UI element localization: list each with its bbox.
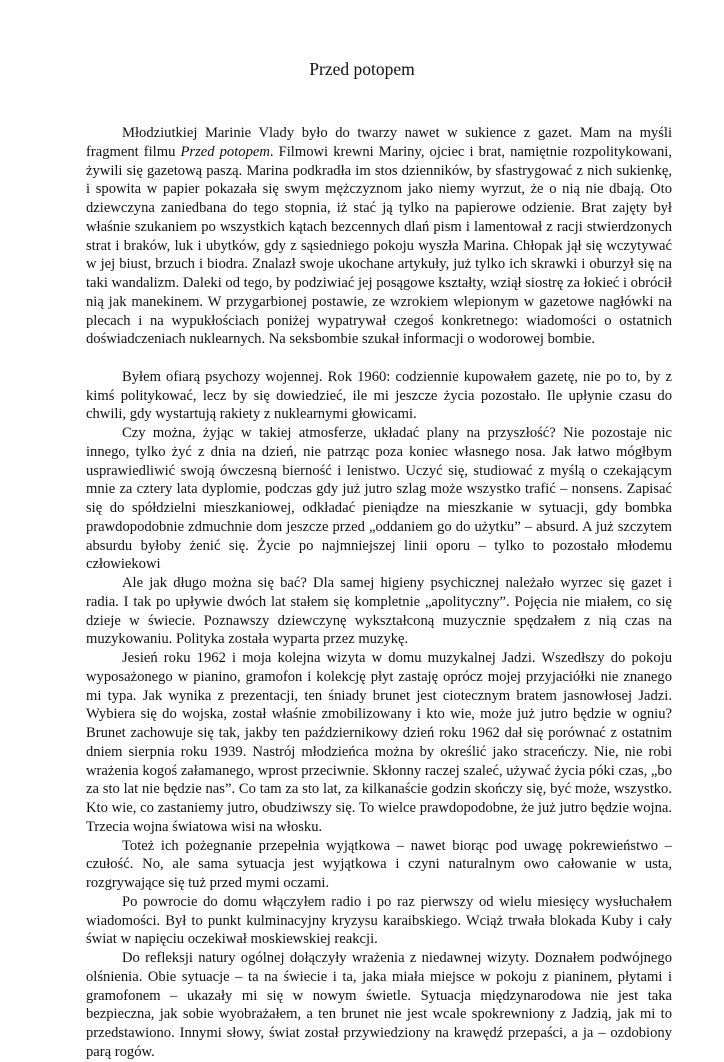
body-paragraph <box>86 368 672 424</box>
body-paragraph <box>86 124 672 349</box>
paragraph-text: Do refleksji natury ogólnej dołączyły wrażenia z niedawnej wizyty. Doznałem podwójnego olśnienia. Obie sytuacje – ta na świecie i ta, jaka miała miejsce w pokoju z pianinem, płytami i gramofonem – ukazały mi się w nowym świetle. Sytuacja międzynarodowa nie jest taka bezpieczna, jak sobie wyobrażałem, a ten brunet nie jest wcale spokrewniony z Jadzią, jak mi to przedstawiono. Innymi słowy, świat został przywiedziony na krawędź przepaści, a ja – ozdobiony parą rogów. <box>86 950 672 1060</box>
body-paragraph <box>86 574 672 649</box>
document-body <box>86 124 672 1062</box>
italic-title-text: Przed potopem <box>180 143 270 160</box>
body-paragraph <box>86 837 672 893</box>
body-paragraph <box>86 649 672 837</box>
body-paragraph <box>86 949 672 1062</box>
body-paragraph <box>86 424 672 574</box>
paragraph-text: Młodziutkiej Marinie Vlady było do twarzy nawet w sukience z gazet. Mam na myśli fragment filmu <box>86 125 672 160</box>
paragraph-text: Byłem ofiarą psychozy wojennej. Rok 1960: codziennie kupowałem gazetę, nie po to, by z kimś politykować, lecz by się dowiedzieć, ile mi jeszcze życia pozostało. Ile upłynie czasu do chwili, gdy wystartują rakiety z nuklearnymi głowicami. <box>86 368 672 423</box>
paragraph-text: Toteż ich pożegnanie przepełnia wyjątkowa – nawet biorąc pod uwagę pokrewieństwo – czułość. No, ale sama sytuacja jest wyjątkowa i czyni naturalnym owo całowanie w usta, rozgrywające się tuż przed mymi oczami. <box>86 837 672 891</box>
paragraph-text: . Filmowi krewni Mariny, ojciec i brat, namiętnie rozpolitykowani, żywili się gazetową paszą. Marina podkradła im stos dzienników, by sfastrygować z nich sukienkę, i spowita w papier pokazała się swym mężczyznom jako niemy wyrzut, że o nią nie dbają. Oto dziewczyna zaniedbana do tego stopnia, iż stać ją tylko na papierowe odzienie. Brat zajęty był właśnie szukaniem po wszystkich kątach bezcennych dlań pism i lamentował z racji stwierdzonych strat i braków, luk i ubytków, gdy z sąsiedniego pokoju wyszła Marina. Chłopak jął się wczytywać w jej biust, brzuch i biodra. Znalazł swoje ukochane artykuły, już tylko ich skrawki i oburzył się na taki wandalizm. Daleki od tego, by podziwiać jej posągowe kształty, wziął siostrę za łokieć i obrócił nią jak manekinem. W przygarbionej postawie, ze wzrokiem wlepionym w gazetowe nagłówki na plecach i na wypukłościach poniżej wypatrywał czegoś konkretnego: wiadomości o ostatnich doświadczeniach nuklearnych. Na seksbombie szukał informacji o wodorowej bombie. <box>86 143 672 348</box>
paragraph-text: Po powrocie do domu włączyłem radio i po raz pierwszy od wielu miesięcy wysłuchałem wiadomości. Był to punkt kulminacyjny kryzysu karaibskiego. Wciąż trwała blokada Kuby i cały świat w napięciu oczekiwał moskiewskiej reakcji. <box>86 893 672 948</box>
paragraph-text: Ale jak długo można się bać? Dla samej higieny psychicznej należało wyrzec się gazet i radia. I tak po upływie dwóch lat stałem się kompletnie „apolityczny”. Pojęcia nie miałem, co się dzieje w świecie. Poznawszy dziewczynę wykształconą muzycznie spędzałem z nią czas na muzykowaniu. Polityka została wyparta przez muzykę. <box>86 575 672 648</box>
paragraph-text: Jesień roku 1962 i moja kolejna wizyta w domu muzykalnej Jadzi. Wszedłszy do pokoju wyposażonego w pianino, gramofon i kolekcję płyt zastaję oprócz mojej przyjaciółki nie znanego mi typa. Jak wynika z prezentacji, ten śniady brunet jest ciotecznym bratem jasnowłosej Jadzi. Wybiera się do wojska, został właśnie zmobilizowany i kto wie, może już jutro będzie w ogniu? Brunet zachowuje się tak, jakby ten październikowy dzień roku 1962 dał się porównać z ostatnim dniem sierpnia roku 1939. Nastrój młodzieńca można by określić jako straceńczy. Nie, nie robi wrażenia kogoś załamanego, wprost przeciwnie. Skłonny raczej szaleć, używać życia póki czas, „bo za sto lat nie będzie nas”. Co tam za sto lat, za kilkanaście godzin skończy się, być może, wszystko. Kto wie, co zastaniemy jutro, obudziwszy się. To wielce prawdopodobne, że już jutro będzie wojna. Trzecia wojna światowa wisi na włosku. <box>86 650 672 835</box>
document-title: Przed potopem <box>309 59 415 79</box>
body-paragraph <box>86 893 672 949</box>
paragraph-text: Czy można, żyjąc w takiej atmosferze, układać plany na przyszłość? Nie pozostaje nic innego, tylko żyć z dnia na dzień, nie patrząc poza koniec własnego nosa. Jak łatwo mógłbym usprawiedliwić swoją ówczesną bierność i lenistwo. Uczyć się, studiować z myślą o czekającym mnie za cztery lata dyplomie, podczas gdy już jutro szlag może wszystko trafić – nonsens. Zapisać się do spółdzielni mieszkaniowej, odkładać pieniądze na mieszkanie w sytuacji, gdy bombka prawdopodobnie zdmuchnie dom jeszcze przed „oddaniem go do użytku” – absurd. A już szczytem absurdu byłoby żenić się. Życie po najmniejszej linii oporu – tylko to pozostało młodemu człowiekowi <box>86 425 672 573</box>
